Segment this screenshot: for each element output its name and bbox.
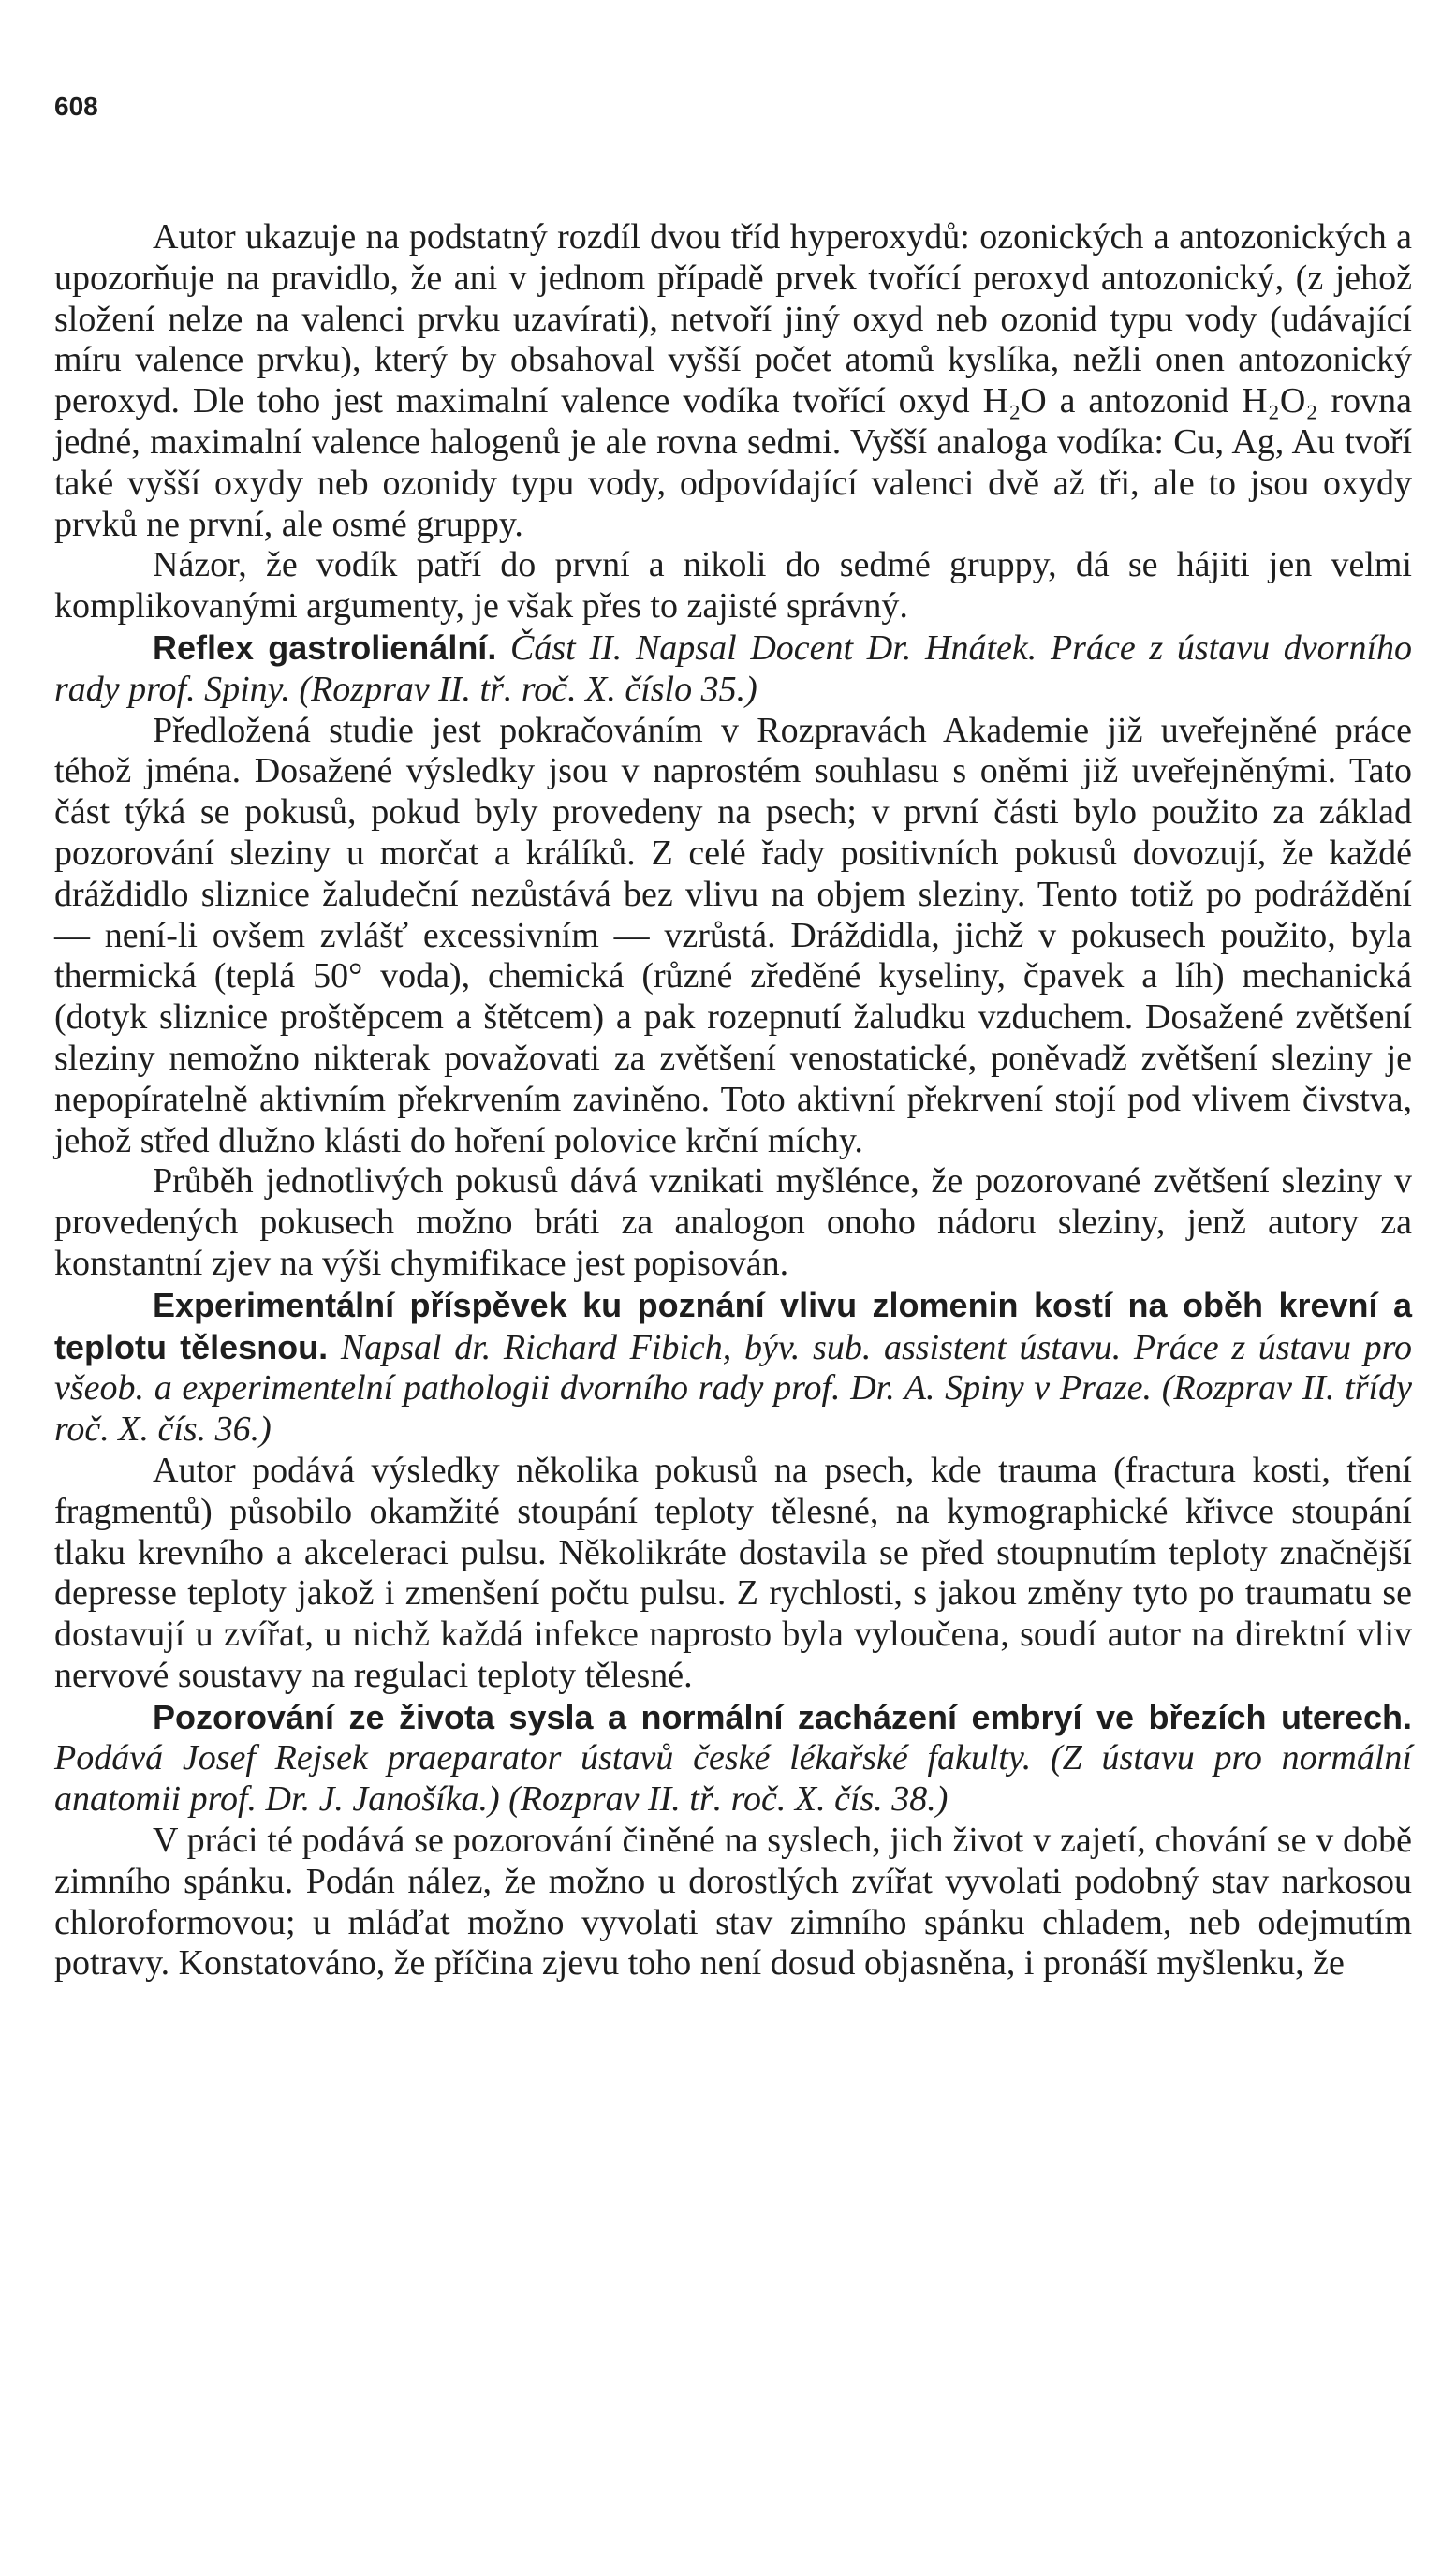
paragraph-fracture-results: Autor podává výsledky několika pokusů na psech, kde trauma (fractura kosti, tření fragmentů) působilo okamžité stoupání teploty tělesné, na kymographické křivce stoupání tlaku krevního a akceleraci pulsu. Několikráte dostavila se před stoupnutím teploty značnější depresse teploty jakož i zmenšení počtu pulsu. Z rychlosti, s jakou změny tyto po traumatu se dostavují u zvířat, u nichž každá infekce naprosto byla vyloučena, soudí autor na direktní vliv nervové soustavy na regulaci teploty tělesné. [54,1450,1412,1695]
article-citation: Podává Josef Rejsek praeparator ústavů české lékařské fakulty. (Z ústavu pro normální anatomii prof. Dr. J. Janošíka.) (Rozprav II. tř. roč. X. čís. 38.) [54,1738,1412,1820]
page-number: 608 [54,92,98,121]
article-title: Reflex gastrolienální. [153,627,497,667]
article-citation: Napsal dr. Richard Fibich, býv. sub. assistent ústavu. Práce z ústavu pro všeob. a experimentelní pathologii dvorního rady prof. Dr. A. Spiny v Praze. (Rozprav II. třídy roč. X. čís. 36.) [54,1327,1413,1450]
article-title: Experimentální příspěvek ku poznání vlivu zlomenin kostí na oběh krevní a teplotu tělesnou. [54,1285,1412,1366]
paragraph-spleen-analogon: Průběh jednotlivých pokusů dává vznikati myšlénce, že pozorované zvětšení sleziny v provedených pokusech možno bráti za analogon onoho nádoru sleziny, jenž autory za konstantní zjev na výši chymifikace jest popisován. [54,1161,1412,1283]
article-entry-gastrolienal-reflex [54,627,1412,711]
paragraph-squirrel-observations: V práci té podává se pozorování činěné na syslech, jich život v zajetí, chování se v době zimního spánku. Podán nález, že možno u dorostlých zvířat vyvolati podobný stav narkosou chloroformovou; u mláďat možno vyvolati stav zimního spánku chladem, neb odejmutím potravy. Konstatováno, že příčina zjevu toho není dosud objasněna, i pronáší myšlenku, že [54,1821,1412,1984]
journal-page [54,94,1412,1984]
paragraph-hyperoxides: Autor ukazuje na podstatný rozdíl dvou tříd hyperoxydů: ozonických a antozonických a upozorňuje na pravidlo, že ani v jednom případě prvek tvořící peroxyd antozonický, (z jehož složení nelze na valenci prvku uzavírati), netvoří jiný oxyd neb ozonid typu vody (udávající míru valence prvku), který by obsahoval vyšší počet atomů kyslíka, nežli onen antozonický peroxyd. Dle toho jest maximalní valence vodíka tvořící oxyd H₂O a antozonid H₂O₂ rovna jedné, maximalní valence halogenů je ale rovna sedmi. Vyšší analoga vodíka: Cu, Ag, Au tvoří také vyšší oxydy neb ozonidy typu vody, odpovídající valenci dvě až tři, ale to jsou oxydy prvků ne první, ale osmé gruppy. [54,217,1412,544]
paragraph-spleen-study: Předložená studie jest pokračováním v Rozpravách Akademie již uveřejněné práce téhož jména. Dosažené výsledky jsou v naprostém souhlasu s oněmi již uveřejněnými. Tato část týká se pokusů, pokud byly provedeny na psech; v první části bylo použito za základ pozorování sleziny u morčat a králíků. Z celé řady positivních pokusů dovozují, že každé dráždidlo sliznice žaludeční nezůstává bez vlivu na objem sleziny. Tento totiž po podráždění — není-li ovšem zvlášť excessivním — vzrůstá. Dráždidla, jichž v pokusech použito, byla thermická (teplá 50° voda), chemická (různé zředěné kyseliny, čpavek a líh) mechanická (dotyk sliznice proštěpcem a štětcem) a pak rozepnutí žaludku vzduchem. Dosažené zvětšení sleziny nemožno nikterak považovati za zvětšení venostatické, poněvadž zvětšení sleziny je nepopíratelně aktivním překrvením zaviněno. Toto aktivní překrvení stojí pod vlivem čivstva, jehož střed dlužno klásti do hoření polovice krční míchy. [54,710,1412,1160]
article-entry-fractures [54,1285,1412,1451]
article-entry-ground-squirrel [54,1697,1412,1821]
paragraph-hydrogen-group: Názor, že vodík patří do první a nikoli do sedmé gruppy, dá se hájiti jen velmi komplikovanými argumenty, je však přes to zajisté správný. [54,545,1412,627]
article-title: Pozorování ze života sysla a normální zacházení embryí ve březích uterech. [153,1697,1412,1736]
article-citation: Část II. Napsal Docent Dr. Hnátek. Práce z ústavu dvorního rady prof. Spiny. (Rozprav II. tř. roč. X. číslo 35.) [54,627,1413,709]
